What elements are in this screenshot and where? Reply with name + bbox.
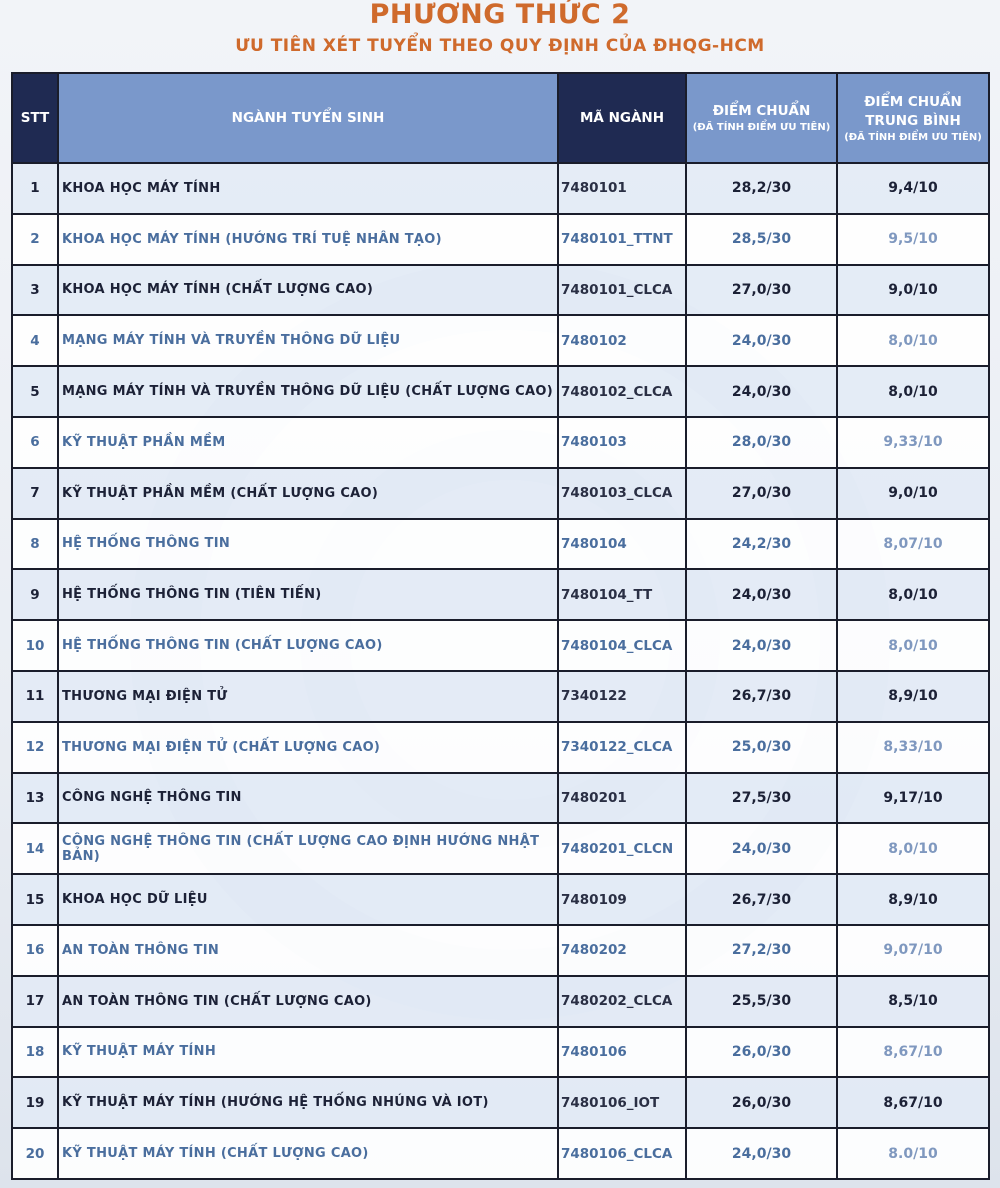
row-average-score: 8.0/10 bbox=[837, 1128, 989, 1179]
row-major-code: 7480109 bbox=[558, 874, 686, 925]
row-cutoff-score: 25,5/30 bbox=[686, 976, 837, 1027]
row-major-code: 7480101_TTNT bbox=[558, 214, 686, 265]
admission-scores-table bbox=[11, 72, 990, 1180]
row-average-score: 8,0/10 bbox=[837, 366, 989, 417]
row-major-code: 7480102 bbox=[558, 315, 686, 366]
row-stt: 4 bbox=[12, 315, 58, 366]
row-major-code: 7480202_CLCA bbox=[558, 976, 686, 1027]
row-stt: 9 bbox=[12, 569, 58, 620]
row-major-name: KHOA HỌC MÁY TÍNH (HƯỚNG TRÍ TUỆ NHÂN TẠO) bbox=[58, 214, 558, 265]
row-major-name: CÔNG NGHỆ THÔNG TIN bbox=[58, 773, 558, 824]
row-cutoff-score: 28,5/30 bbox=[686, 214, 837, 265]
row-cutoff-score: 26,0/30 bbox=[686, 1077, 837, 1128]
row-average-score: 8,67/10 bbox=[837, 1027, 989, 1078]
row-major-name: KỸ THUẬT PHẦN MỀM (CHẤT LƯỢNG CAO) bbox=[58, 468, 558, 519]
row-stt: 7 bbox=[12, 468, 58, 519]
row-major-name: KỸ THUẬT MÁY TÍNH (HƯỚNG HỆ THỐNG NHÚNG VÀ IOT) bbox=[58, 1077, 558, 1128]
table-row bbox=[12, 519, 989, 570]
column-header-score-label: ĐIỂM CHUẨN bbox=[712, 103, 811, 119]
row-stt: 5 bbox=[12, 366, 58, 417]
row-major-code: 7480102_CLCA bbox=[558, 366, 686, 417]
table-row bbox=[12, 1027, 989, 1078]
table-header-row bbox=[12, 73, 989, 163]
row-average-score: 9,33/10 bbox=[837, 417, 989, 468]
page-subtitle: ƯU TIÊN XÉT TUYỂN THEO QUY ĐỊNH CỦA ĐHQG-HCM bbox=[235, 36, 765, 56]
row-major-code: 7480106_CLCA bbox=[558, 1128, 686, 1179]
row-cutoff-score: 24,0/30 bbox=[686, 569, 837, 620]
row-stt: 16 bbox=[12, 925, 58, 976]
column-header-major: NGÀNH TUYỂN SINH bbox=[58, 73, 558, 163]
row-stt: 17 bbox=[12, 976, 58, 1027]
row-average-score: 8,33/10 bbox=[837, 722, 989, 773]
row-major-name: CÔNG NGHỆ THÔNG TIN (CHẤT LƯỢNG CAO ĐỊNH HƯỚNG NHẬT BẢN) bbox=[58, 823, 558, 874]
table-row bbox=[12, 976, 989, 1027]
row-average-score: 8,5/10 bbox=[837, 976, 989, 1027]
row-cutoff-score: 25,0/30 bbox=[686, 722, 837, 773]
row-major-name: HỆ THỐNG THÔNG TIN bbox=[58, 519, 558, 570]
row-average-score: 9,0/10 bbox=[837, 468, 989, 519]
column-header-average-line2: TRUNG BÌNH bbox=[865, 112, 961, 129]
table-row bbox=[12, 214, 989, 265]
row-major-code: 7480202 bbox=[558, 925, 686, 976]
page-title: PHƯƠNG THỨC 2 bbox=[369, 0, 631, 30]
row-stt: 3 bbox=[12, 265, 58, 316]
table-row bbox=[12, 874, 989, 925]
table-row bbox=[12, 366, 989, 417]
column-header-score-note: (ĐÃ TÍNH ĐIỂM ƯU TIÊN) bbox=[692, 122, 831, 133]
row-average-score: 9,4/10 bbox=[837, 163, 989, 214]
row-major-code: 7480104_CLCA bbox=[558, 620, 686, 671]
row-cutoff-score: 27,2/30 bbox=[686, 925, 837, 976]
row-stt: 12 bbox=[12, 722, 58, 773]
row-average-score: 8,9/10 bbox=[837, 874, 989, 925]
table-row bbox=[12, 265, 989, 316]
column-header-average-line1: ĐIỂM CHUẨN bbox=[864, 93, 962, 110]
row-cutoff-score: 24,2/30 bbox=[686, 519, 837, 570]
table-row bbox=[12, 569, 989, 620]
row-major-name: KHOA HỌC MÁY TÍNH bbox=[58, 163, 558, 214]
row-cutoff-score: 27,0/30 bbox=[686, 265, 837, 316]
row-major-name: KHOA HỌC MÁY TÍNH (CHẤT LƯỢNG CAO) bbox=[58, 265, 558, 316]
row-major-code: 7480103_CLCA bbox=[558, 468, 686, 519]
row-major-name: HỆ THỐNG THÔNG TIN (TIÊN TIẾN) bbox=[58, 569, 558, 620]
row-major-name: THƯƠNG MẠI ĐIỆN TỬ bbox=[58, 671, 558, 722]
table-row bbox=[12, 1128, 989, 1179]
table-row bbox=[12, 1077, 989, 1128]
row-cutoff-score: 24,0/30 bbox=[686, 366, 837, 417]
row-cutoff-score: 27,5/30 bbox=[686, 773, 837, 824]
row-major-code: 7480104_TT bbox=[558, 569, 686, 620]
row-major-name: KỸ THUẬT PHẦN MỀM bbox=[58, 417, 558, 468]
row-major-name: KỸ THUẬT MÁY TÍNH (CHẤT LƯỢNG CAO) bbox=[58, 1128, 558, 1179]
column-header-average bbox=[837, 73, 989, 163]
row-major-code: 7340122_CLCA bbox=[558, 722, 686, 773]
row-average-score: 8,0/10 bbox=[837, 315, 989, 366]
row-stt: 14 bbox=[12, 823, 58, 874]
row-major-name: KHOA HỌC DỮ LIỆU bbox=[58, 874, 558, 925]
row-major-code: 7480106 bbox=[558, 1027, 686, 1078]
row-stt: 2 bbox=[12, 214, 58, 265]
row-cutoff-score: 26,0/30 bbox=[686, 1027, 837, 1078]
row-cutoff-score: 27,0/30 bbox=[686, 468, 837, 519]
row-cutoff-score: 24,0/30 bbox=[686, 823, 837, 874]
row-stt: 8 bbox=[12, 519, 58, 570]
row-stt: 18 bbox=[12, 1027, 58, 1078]
row-stt: 11 bbox=[12, 671, 58, 722]
row-major-name: MẠNG MÁY TÍNH VÀ TRUYỀN THÔNG DỮ LIỆU bbox=[58, 315, 558, 366]
row-major-name: AN TOÀN THÔNG TIN (CHẤT LƯỢNG CAO) bbox=[58, 976, 558, 1027]
table-body bbox=[12, 163, 989, 1179]
table-row bbox=[12, 773, 989, 824]
row-average-score: 8,07/10 bbox=[837, 519, 989, 570]
row-cutoff-score: 28,0/30 bbox=[686, 417, 837, 468]
row-average-score: 8,0/10 bbox=[837, 823, 989, 874]
row-average-score: 8,67/10 bbox=[837, 1077, 989, 1128]
row-major-name: MẠNG MÁY TÍNH VÀ TRUYỀN THÔNG DỮ LIỆU (CHẤT LƯỢNG CAO) bbox=[58, 366, 558, 417]
table-row bbox=[12, 163, 989, 214]
table-row bbox=[12, 823, 989, 874]
table-row bbox=[12, 468, 989, 519]
column-header-average-note: (ĐÃ TÍNH ĐIỂM ƯU TIÊN) bbox=[844, 131, 982, 143]
row-major-code: 7340122 bbox=[558, 671, 686, 722]
row-average-score: 8,9/10 bbox=[837, 671, 989, 722]
row-major-code: 7480106_IOT bbox=[558, 1077, 686, 1128]
row-cutoff-score: 28,2/30 bbox=[686, 163, 837, 214]
row-average-score: 9,5/10 bbox=[837, 214, 989, 265]
row-average-score: 9,07/10 bbox=[837, 925, 989, 976]
row-major-name: HỆ THỐNG THÔNG TIN (CHẤT LƯỢNG CAO) bbox=[58, 620, 558, 671]
row-major-code: 7480101_CLCA bbox=[558, 265, 686, 316]
row-stt: 15 bbox=[12, 874, 58, 925]
table-row bbox=[12, 722, 989, 773]
row-average-score: 9,17/10 bbox=[837, 773, 989, 824]
column-header-score bbox=[686, 73, 837, 163]
row-stt: 1 bbox=[12, 163, 58, 214]
row-major-name: KỸ THUẬT MÁY TÍNH bbox=[58, 1027, 558, 1078]
row-major-name: THƯƠNG MẠI ĐIỆN TỬ (CHẤT LƯỢNG CAO) bbox=[58, 722, 558, 773]
row-cutoff-score: 26,7/30 bbox=[686, 671, 837, 722]
row-major-code: 7480104 bbox=[558, 519, 686, 570]
row-major-code: 7480201_CLCN bbox=[558, 823, 686, 874]
table-row bbox=[12, 671, 989, 722]
row-average-score: 9,0/10 bbox=[837, 265, 989, 316]
row-stt: 6 bbox=[12, 417, 58, 468]
row-major-code: 7480101 bbox=[558, 163, 686, 214]
row-cutoff-score: 24,0/30 bbox=[686, 1128, 837, 1179]
row-stt: 19 bbox=[12, 1077, 58, 1128]
row-stt: 10 bbox=[12, 620, 58, 671]
row-average-score: 8,0/10 bbox=[837, 569, 989, 620]
row-major-code: 7480201 bbox=[558, 773, 686, 824]
row-average-score: 8,0/10 bbox=[837, 620, 989, 671]
table-row bbox=[12, 925, 989, 976]
row-stt: 20 bbox=[12, 1128, 58, 1179]
row-cutoff-score: 26,7/30 bbox=[686, 874, 837, 925]
table-row bbox=[12, 620, 989, 671]
row-major-code: 7480103 bbox=[558, 417, 686, 468]
column-header-code: MÃ NGÀNH bbox=[558, 73, 686, 163]
column-header-stt: STT bbox=[12, 73, 58, 163]
table-row bbox=[12, 315, 989, 366]
row-cutoff-score: 24,0/30 bbox=[686, 620, 837, 671]
row-major-name: AN TOÀN THÔNG TIN bbox=[58, 925, 558, 976]
row-cutoff-score: 24,0/30 bbox=[686, 315, 837, 366]
row-stt: 13 bbox=[12, 773, 58, 824]
table-row bbox=[12, 417, 989, 468]
